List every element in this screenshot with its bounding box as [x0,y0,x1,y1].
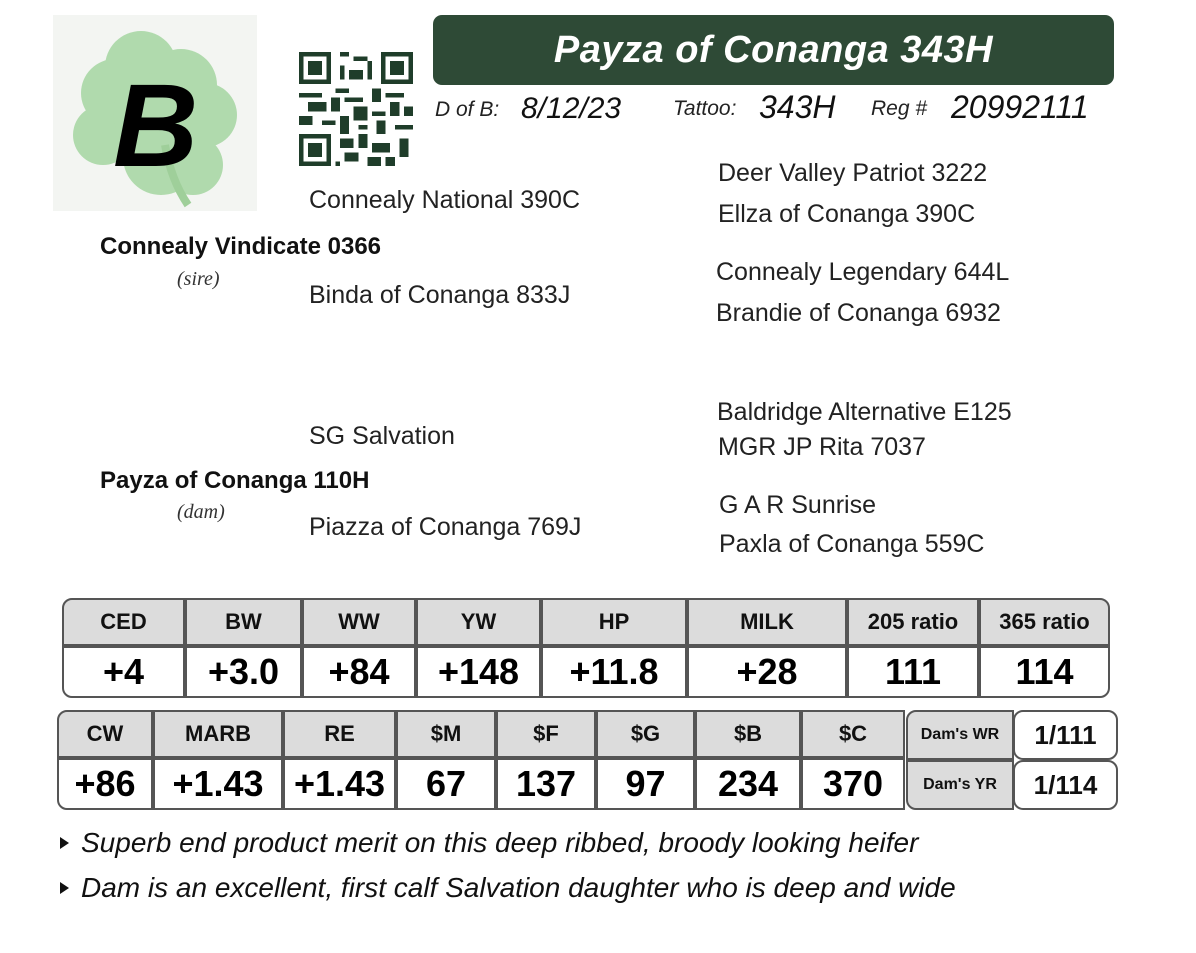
epd-value-c: 370 [801,758,905,810]
epd-header-yw: YW [416,598,541,646]
pedigree-dam-sire: SG Salvation [309,422,455,450]
sire-name: Connealy Vindicate 0366 [100,233,382,260]
pedigree-dam-sire-sire: Baldridge Alternative E125 [717,398,1012,426]
epd-value-ced: +4 [62,646,185,698]
sire-role: (sire) [177,268,220,290]
epd-header-re: RE [283,710,396,758]
pedigree-dam-dam: Piazza of Conanga 769J [309,513,582,541]
epd-value-m: 67 [396,758,496,810]
epd-row2-headers [57,710,905,758]
dob-value: 8/12/23 [521,92,622,125]
epd-value-ww: +84 [302,646,416,698]
epd-value-hp: +11.8 [541,646,687,698]
epd-value-re: +1.43 [283,758,396,810]
dam-yr-value: 1/114 [1013,760,1118,810]
epd-header-marb: MARB [153,710,283,758]
epd-header-m: $M [396,710,496,758]
epd-value-bw: +3.0 [185,646,302,698]
epd-header-cw: CW [57,710,153,758]
epd-header-milk: MILK [687,598,847,646]
epd-value-yw: +148 [416,646,541,698]
dob-label: D of B: [435,98,500,121]
epd-header-ww: WW [302,598,416,646]
dam-role: (dam) [177,501,225,523]
bullet-triangle-icon [60,882,69,894]
epd-header-365-ratio: 365 ratio [979,598,1110,646]
pedigree-sire-sire-sire: Deer Valley Patriot 3222 [718,159,988,187]
pedigree-sire-dam-dam: Brandie of Conanga 6932 [716,299,1001,327]
animal-name-banner: Payza of Conanga 343H [433,15,1114,85]
pedigree-dam-dam-dam: Paxla of Conanga 559C [719,530,985,558]
epd-header-205-ratio: 205 ratio [847,598,979,646]
epd-header-b: $B [695,710,801,758]
lot-logo [53,15,257,211]
epd-row2-values [57,758,905,810]
tattoo-value: 343H [759,89,836,125]
tattoo-label: Tattoo: [673,97,737,120]
epd-value-205-ratio: 111 [847,646,979,698]
pedigree-sire-sire-dam: Ellza of Conanga 390C [718,200,976,228]
pedigree-dam-dam-sire: G A R Sunrise [719,491,877,519]
epd-value-f: 137 [496,758,596,810]
pedigree-sire-sire: Connealy National 390C [309,186,581,214]
epd-row1-headers [62,598,1110,646]
epd-header-g: $G [596,710,695,758]
epd-value-b: 234 [695,758,801,810]
qr-code-icon [299,52,413,166]
epd-header-f: $F [496,710,596,758]
epd-header-bw: BW [185,598,302,646]
epd-value-365-ratio: 114 [979,646,1110,698]
epd-value-milk: +28 [687,646,847,698]
epd-value-cw: +86 [57,758,153,810]
pedigree-sire-dam: Binda of Conanga 833J [309,281,571,309]
note-item [60,827,918,859]
note-text: Dam is an excellent, first calf Salvation daughter who is deep and wide [81,872,956,903]
reg-label: Reg # [871,97,928,120]
note-item [60,872,956,904]
pedigree-sire-dam-sire: Connealy Legendary 644L [716,258,1010,286]
bullet-triangle-icon [60,837,69,849]
epd-row1-values [62,646,1110,698]
reg-value: 20992111 [951,89,1089,125]
dam-wr-value: 1/111 [1013,710,1118,760]
lot-letter: B [113,60,199,192]
dam-records [906,710,1118,810]
epd-value-g: 97 [596,758,695,810]
dam-yr-label: Dam's YR [906,760,1014,810]
note-text: Superb end product merit on this deep ribbed, broody looking heifer [81,827,919,858]
epd-header-c: $C [801,710,905,758]
epd-header-hp: HP [541,598,687,646]
dam-name: Payza of Conanga 110H [100,467,370,494]
pedigree-dam-sire-dam: MGR JP Rita 7037 [718,433,926,461]
epd-value-marb: +1.43 [153,758,283,810]
epd-header-ced: CED [62,598,185,646]
dam-wr-label: Dam's WR [906,710,1014,760]
